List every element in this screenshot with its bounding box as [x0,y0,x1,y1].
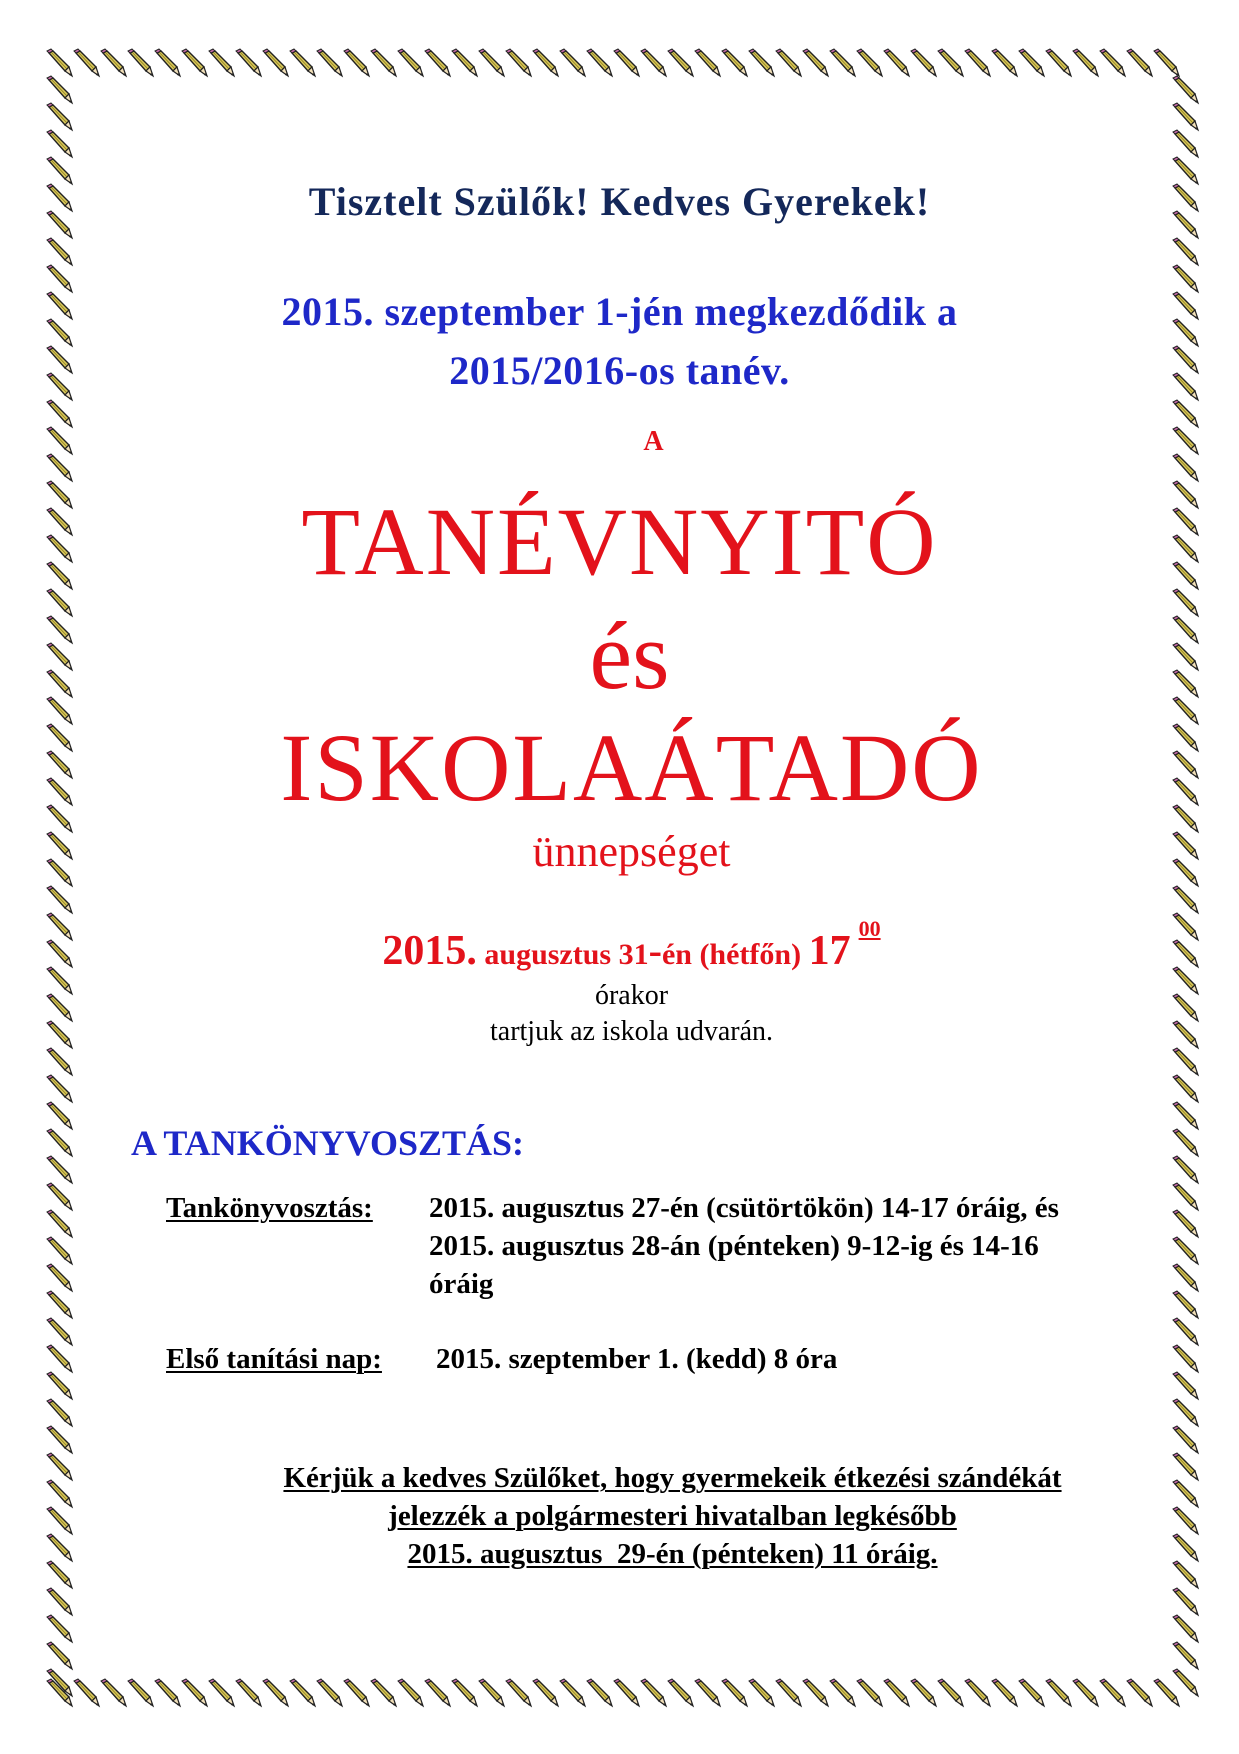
pencil-icon [1173,400,1198,427]
pencil-icon [1173,1615,1198,1642]
pencil-icon [47,130,72,157]
pencil-icon [1173,130,1198,157]
event-minutes: 00 [858,916,881,941]
pencil-icon [101,49,126,76]
event-hour: 17 [808,928,851,974]
pencil-icon [533,1679,558,1706]
pencil-icon [263,1679,288,1706]
pencil-icon [506,49,531,76]
pencil-icon [479,49,504,76]
pencil-icon [695,1679,720,1706]
pencil-icon [1100,1679,1125,1706]
pencil-icon [47,1588,72,1615]
pencil-icon [47,1615,72,1642]
pencil-icon [560,1679,585,1706]
pencil-icon [47,1048,72,1075]
pencil-icon [47,103,72,130]
pencil-icon [47,1075,72,1102]
pencil-icon [938,49,963,76]
pencil-icon [47,1642,72,1669]
pencil-icon [1173,454,1198,481]
pencil-icon [47,238,72,265]
first-day-value: 2015. szeptember 1. (kedd) 8 óra [436,1343,838,1375]
notice-line2: jelezzék a polgármesteri hivatalban legkésőbb [388,1500,957,1532]
pencil-icon [182,49,207,76]
pencil-icon [209,1679,234,1706]
pencil-icon [830,1679,855,1706]
notice-line3: 2015. augusztus 29-én (pénteken) 11 óráig. [407,1538,938,1570]
pencil-icon [47,886,72,913]
pencil-icon [1046,1679,1071,1706]
pencil-icon [587,49,612,76]
first-day-label: Első tanítási nap: [166,1343,382,1375]
pencil-icon [425,1679,450,1706]
pencil-icon [587,1679,612,1706]
pencil-icon [47,1372,72,1399]
event-location: tartjuk az iskola udvarán. [489,1016,773,1047]
event-orakor: órakor [594,980,669,1011]
pencil-icon [641,49,666,76]
textbooks-line3: óráig [429,1268,494,1300]
pencil-icon [1154,1679,1179,1706]
pencil-icon [884,1679,909,1706]
pencil-icon [803,49,828,76]
pencil-icon [938,1679,963,1706]
pencil-icon [479,1679,504,1706]
pencil-icon [722,49,747,76]
pencil-icon [47,76,72,103]
pencil-icon [317,1679,342,1706]
pencil-icon [911,1679,936,1706]
pencil-icon [1173,1048,1198,1075]
pencil-icon [47,454,72,481]
pencil-icon [614,1679,639,1706]
pencil-icon [1173,1588,1198,1615]
school-year-line2: 2015/2016-os tanév. [449,348,790,393]
pencil-icon [1173,886,1198,913]
event-dash: - [648,928,662,973]
pencil-icon [992,1679,1017,1706]
pencil-icon [47,1426,72,1453]
title-line4: ünnepséget [532,827,731,876]
pencil-icon [1173,1372,1198,1399]
pencil-icon [776,49,801,76]
pencil-icon [182,1679,207,1706]
pencil-icon [371,1679,396,1706]
pencil-icon [1073,49,1098,76]
pencil-icon [452,49,477,76]
pencil-icon [263,49,288,76]
pencil-icon [47,1399,72,1426]
pencil-icon [776,1679,801,1706]
pencil-icon [47,1679,72,1706]
pencil-icon [47,49,72,76]
pencil-icon [1046,49,1071,76]
pencil-icon [47,1129,72,1156]
pencil-icon [317,49,342,76]
pencil-icon [1173,1102,1198,1129]
pencil-icon [749,49,774,76]
pencil-icon [1154,49,1179,76]
event-datetime [12,916,1239,975]
pencil-icon [803,1679,828,1706]
pencil-icon [641,1679,666,1706]
textbooks-line2: 2015. augusztus 28-án (pénteken) 9-12-ig és 14-16 [429,1230,1039,1262]
pencil-icon [1173,1426,1198,1453]
pencil-icon [1173,1129,1198,1156]
pencil-icon [47,1156,72,1183]
pencil-icon [1173,1291,1198,1318]
pencil-icon [1173,1237,1198,1264]
event-year: 2015. [382,928,477,974]
pencil-icon [1019,1679,1044,1706]
pencil-icon [830,49,855,76]
pencil-icon [857,1679,882,1706]
pencil-icon [1173,1210,1198,1237]
pencil-icon [236,1679,261,1706]
pencil-icon [1073,1679,1098,1706]
pencil-icon [452,1679,477,1706]
pencil-icon [1173,1642,1198,1669]
pencil-icon [344,1679,369,1706]
textbooks-line1: 2015. augusztus 27-én (csütörtökön) 14-17 óráig, és [429,1192,1059,1224]
pencil-icon [1127,1679,1152,1706]
pencil-icon [965,49,990,76]
pencil-icon [1173,238,1198,265]
pencil-icon [398,49,423,76]
pencil-icon [128,49,153,76]
title-line1: TANÉVNYITÓ [301,488,938,595]
pencil-icon [74,1679,99,1706]
pencil-icon [155,1679,180,1706]
pencil-icon [290,49,315,76]
pencil-icon [47,1318,72,1345]
pencil-icon [1173,1264,1198,1291]
pencil-icon [749,1679,774,1706]
pencil-icon [884,49,909,76]
pencil-icon [1019,49,1044,76]
title-line2: és [589,602,670,709]
pencil-icon [992,49,1017,76]
pencil-icon [1173,1183,1198,1210]
pencil-icon [47,1237,72,1264]
pencil-icon [74,49,99,76]
pencil-icon [911,49,936,76]
textbooks-label: Tankönyvosztás: [166,1192,373,1224]
pencil-icon [47,1291,72,1318]
school-year-line1: 2015. szeptember 1-jén megkezdődik a [281,289,958,334]
pencil-icon [1173,1318,1198,1345]
pencil-icon [668,49,693,76]
pencil-icon [1173,103,1198,130]
pencil-icon [1127,49,1152,76]
greeting: Tisztelt Szülők! Kedves Gyerekek! [308,179,931,224]
pencil-icon [290,1679,315,1706]
pencil-icon [344,49,369,76]
title-line3: ISKOLAÁTADÓ [280,714,983,821]
pencil-icon [1173,1075,1198,1102]
pencil-icon [128,1679,153,1706]
pencil-icon [1173,1156,1198,1183]
pencil-icon [209,49,234,76]
textbooks-heading: A TANKÖNYVOSZTÁS: [131,1123,525,1163]
event-suffix: én (hétfőn) [661,938,802,971]
pencil-icon [965,1679,990,1706]
pencil-icon [560,49,585,76]
pencil-icon [47,1210,72,1237]
pencil-icon [722,1679,747,1706]
pencil-icon [371,49,396,76]
title-article: A [643,426,664,457]
pencil-icon [506,1679,531,1706]
pencil-icon [101,1679,126,1706]
pencil-icon [668,1679,693,1706]
pencil-icon [1173,1399,1198,1426]
pencil-icon [47,400,72,427]
notice-line1: Kérjük a kedves Szülőket, hogy gyermekeik étkezési szándékát [283,1462,1062,1494]
pencil-icon [1173,1669,1198,1696]
pencil-icon [695,49,720,76]
pencil-icon [533,49,558,76]
pencil-icon [47,1264,72,1291]
pencil-icon [398,1679,423,1706]
event-date: augusztus 31 [484,938,649,971]
pencil-icon [1173,1345,1198,1372]
pencil-icon [47,1183,72,1210]
pencil-icon [47,1669,72,1696]
pencil-icon [47,1345,72,1372]
pencil-icon [236,49,261,76]
pencil-icon [857,49,882,76]
pencil-icon [47,1102,72,1129]
pencil-icon [1173,76,1198,103]
pencil-icon [1100,49,1125,76]
pencil-icon [155,49,180,76]
pencil-icon [614,49,639,76]
pencil-icon [425,49,450,76]
